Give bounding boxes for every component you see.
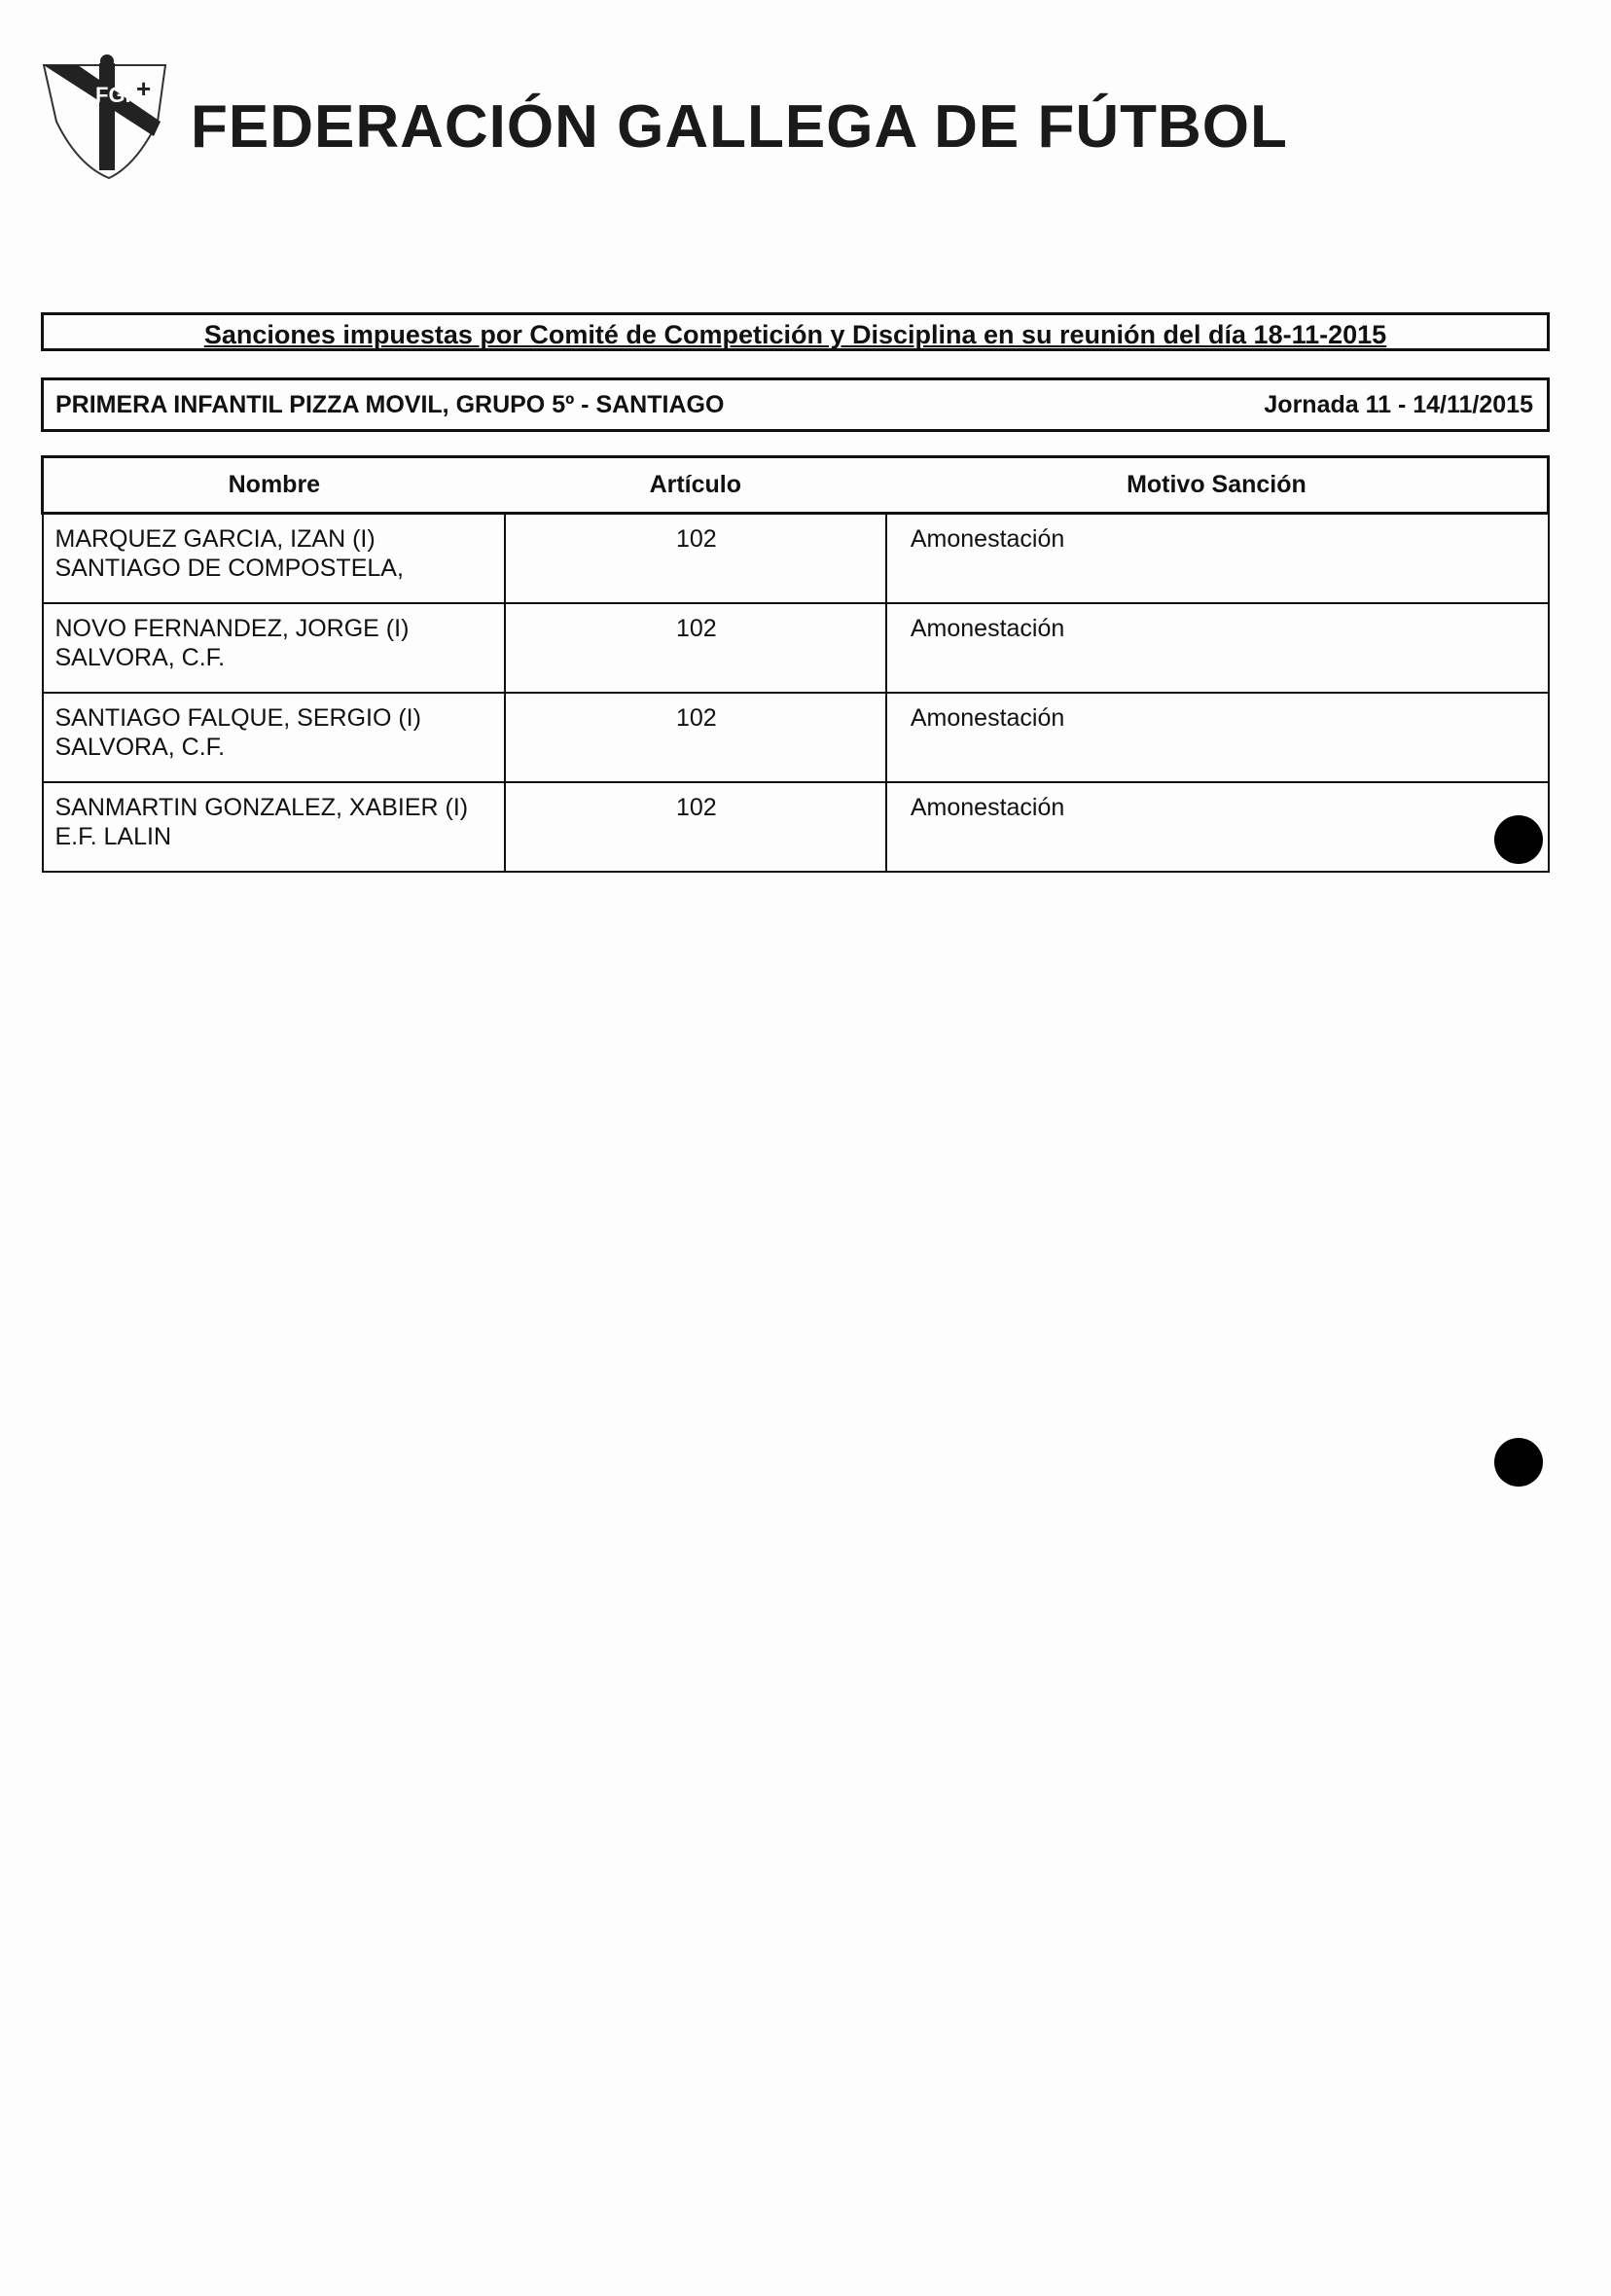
article-cell: 102	[505, 514, 886, 604]
round-date: Jornada 11 - 14/11/2015	[1264, 391, 1533, 418]
svg-text:FGF: FGF	[95, 83, 138, 107]
player-cell	[43, 603, 505, 693]
club-name: E.F. LALIN	[54, 823, 171, 850]
table-row	[43, 603, 1549, 693]
table-header-row	[43, 457, 1549, 514]
player-name: NOVO FERNANDEZ, JORGE (I)	[54, 615, 410, 642]
reason-cell: Amonestación	[886, 514, 1549, 604]
player-name: SANTIAGO FALQUE, SERGIO (I)	[54, 704, 421, 732]
article-cell: 102	[505, 782, 886, 872]
header-article: Artículo	[505, 457, 886, 514]
table-row	[43, 782, 1549, 872]
sanctions-table	[41, 455, 1550, 873]
header-reason: Motivo Sanción	[886, 457, 1549, 514]
reason-cell: Amonestación	[886, 693, 1549, 782]
table-row	[43, 693, 1549, 782]
club-name: SALVORA, C.F.	[54, 734, 226, 761]
svg-text:+: +	[136, 74, 152, 103]
reason-cell: Amonestación	[886, 782, 1549, 872]
session-title: Sanciones impuestas por Comité de Competición y Disciplina en su reunión del día 18-11-2015	[203, 320, 1387, 349]
article-cell: 102	[505, 603, 886, 693]
player-cell	[43, 782, 505, 872]
player-cell	[43, 514, 505, 604]
session-title-box	[41, 312, 1550, 351]
club-name: SALVORA, C.F.	[54, 644, 226, 671]
federation-logo-icon	[39, 54, 170, 180]
club-name: SANTIAGO DE COMPOSTELA,	[54, 555, 404, 582]
federation-title: FEDERACIÓN GALLEGA DE FÚTBOL	[191, 93, 1288, 161]
player-name: MARQUEZ GARCIA, IZAN (I)	[54, 525, 376, 553]
header-name: Nombre	[43, 457, 505, 514]
player-cell	[43, 693, 505, 782]
punch-hole-mark	[1494, 1438, 1543, 1487]
competition-box	[41, 377, 1550, 432]
table-row	[43, 514, 1549, 604]
player-name: SANMARTIN GONZALEZ, XABIER (I)	[54, 794, 469, 821]
punch-hole-mark	[1494, 815, 1543, 864]
competition-name: PRIMERA INFANTIL PIZZA MOVIL, GRUPO 5º - SANTIAGO	[55, 391, 725, 418]
reason-cell: Amonestación	[886, 603, 1549, 693]
article-cell: 102	[505, 693, 886, 782]
